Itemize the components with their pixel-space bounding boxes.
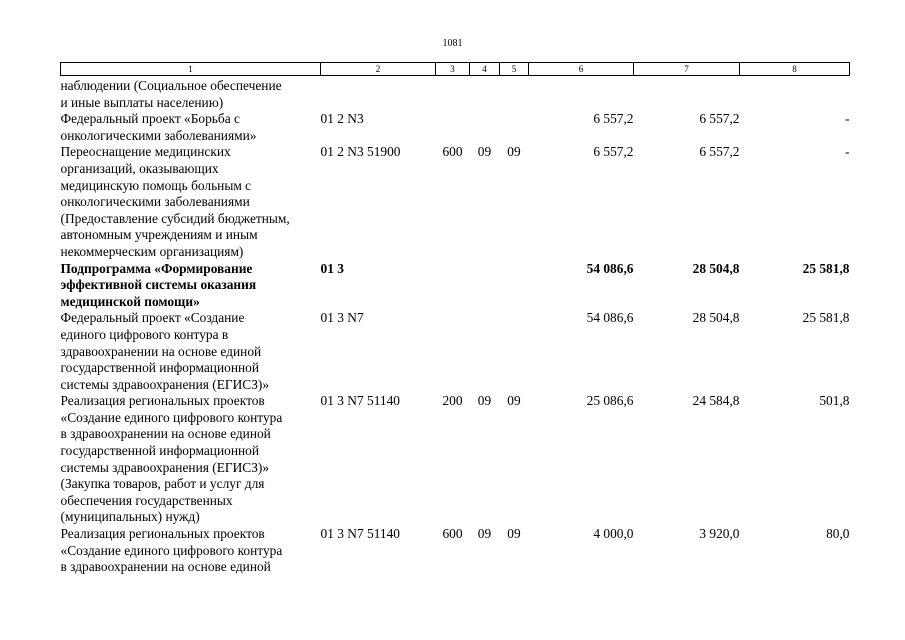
row-amount-3-cell: - [845,111,850,127]
row-pr-cell: 09 [507,393,521,409]
row-amount-3-cell: 25 581,8 [802,260,850,276]
row-vr-cell [436,310,470,393]
row-code-cell: 01 2 N3 51900 [320,144,401,160]
row-rz-cell: 09 [477,393,492,409]
row-rz-cell [470,261,500,311]
row-name-cell: наблюдении (Социальное обеспечение и иные выплаты населению) [60,78,282,110]
table-row [61,526,850,576]
row-amount-2-cell [634,76,740,112]
row-pr-cell: 09 [507,526,521,542]
row-code-cell: 01 3 N7 51140 [320,526,400,542]
row-amount-1-cell: 6 557,2 [593,144,634,160]
row-amount-3-cell: - [845,144,850,160]
row-amount-3-cell: 80,0 [826,526,850,542]
header-col-3: 3 [436,63,470,76]
header-col-8: 8 [740,63,850,76]
budget-table [60,62,850,576]
row-vr-cell [436,261,470,311]
row-name-cell: Федеральный проект «Создание единого цифрового контура в здравоохранении на основе единой государственной информационной системы здравоохранения (ЕГИСЗ)» [60,310,270,392]
header-col-6: 6 [529,63,634,76]
table-row [61,261,850,311]
row-amount-2-cell: 28 504,8 [692,260,740,276]
row-name-cell: Переоснащение медицинских организаций, оказывающих медицинскую помощь больным с онкологическими заболеваниями (Предоставление субсидий бюджетным, автономным учреждениям и иным некоммерческим организациям) [60,144,290,259]
row-rz-cell [470,111,500,144]
table-row [61,144,850,260]
row-amount-1-cell: 54 086,6 [586,310,634,326]
header-col-5: 5 [500,63,529,76]
row-amount-3-cell [740,76,850,112]
row-amount-2-cell: 24 584,8 [692,393,740,409]
row-rz-cell: 09 [477,526,492,542]
row-vr-cell [436,76,470,112]
row-rz-cell [470,76,500,112]
row-code-cell: 01 3 N7 51140 [320,393,400,409]
header-col-1: 1 [61,63,321,76]
header-col-4: 4 [470,63,500,76]
row-vr-cell: 600 [442,144,463,160]
row-vr-cell: 200 [442,393,463,409]
row-name-cell: Подпрограмма «Формирование эффективной системы оказания медицинской помощи» [60,260,257,309]
header-col-2: 2 [321,63,436,76]
table-row [61,393,850,526]
row-amount-2-cell: 28 504,8 [692,310,740,326]
row-code-cell: 01 2 N3 [320,111,364,127]
row-amount-2-cell: 6 557,2 [699,144,740,160]
row-vr-cell: 600 [442,526,463,542]
row-vr-cell [436,111,470,144]
row-rz-cell: 09 [477,144,492,160]
row-name-cell: Реализация региональных проектов «Создание единого цифрового контура в здравоохранении на основе единой [60,526,283,575]
row-amount-1-cell: 4 000,0 [593,526,634,542]
row-code-cell [321,76,436,112]
row-amount-2-cell: 6 557,2 [699,111,740,127]
row-name-cell: Федеральный проект «Борьба с онкологическими заболеваниями» [60,111,257,143]
row-amount-1-cell: 54 086,6 [586,260,634,276]
row-pr-cell [500,111,529,144]
row-amount-1-cell: 6 557,2 [593,111,634,127]
row-pr-cell [500,261,529,311]
table-row [61,76,850,112]
row-pr-cell [500,76,529,112]
row-pr-cell [500,310,529,393]
table-row [61,310,850,393]
page-number: 1081 [442,38,463,49]
row-amount-1-cell [529,76,634,112]
row-amount-3-cell: 501,8 [819,393,850,409]
row-amount-2-cell: 3 920,0 [699,526,740,542]
row-rz-cell [470,310,500,393]
header-row [61,63,850,76]
row-amount-3-cell: 25 581,8 [802,310,850,326]
row-amount-1-cell: 25 086,6 [586,393,634,409]
row-pr-cell: 09 [507,144,521,160]
header-col-7: 7 [634,63,740,76]
row-code-cell: 01 3 [320,260,344,276]
table-row [61,111,850,144]
row-name-cell: Реализация региональных проектов «Создание единого цифрового контура в здравоохранении на основе единой государственной информационной системы здравоохранения (ЕГИСЗ)» (Закупка товаров, работ и услуг для обеспечения государственных (муниципальных) нужд) [60,393,283,525]
row-code-cell: 01 3 N7 [320,310,364,326]
